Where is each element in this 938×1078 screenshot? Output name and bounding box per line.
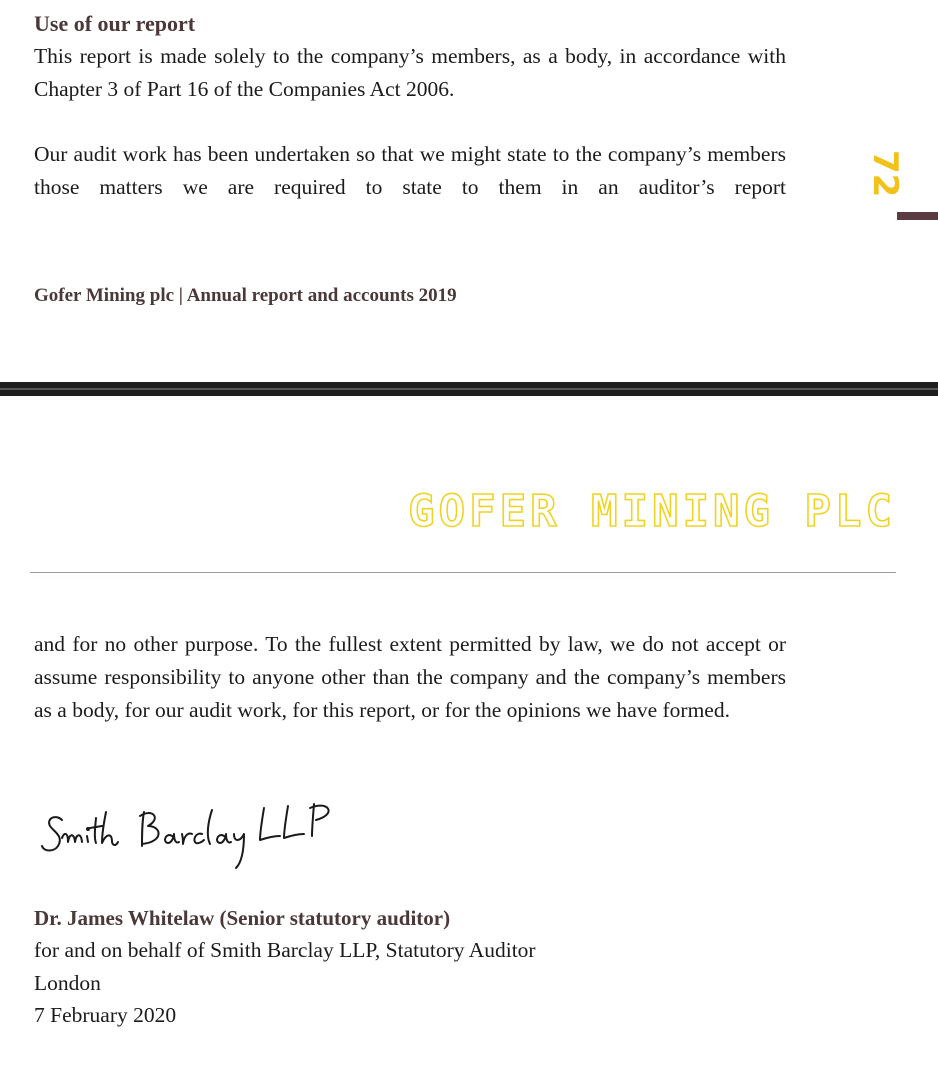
footer-company: Gofer Mining plc bbox=[34, 285, 175, 306]
report-page-lower bbox=[0, 396, 938, 1078]
page-break-divider bbox=[0, 382, 938, 396]
section-heading: Use of our report bbox=[34, 11, 196, 36]
page-number-bar bbox=[897, 212, 938, 220]
paragraph-members: This report is made solely to the company’s members, as a body, in accordance with Chapter 3 of Part 16 of the Companies Act 2006. bbox=[34, 44, 786, 101]
signatory-name: Dr. James Whitelaw (Senior statutory auditor) bbox=[34, 906, 451, 930]
page-number: 72 bbox=[865, 150, 905, 198]
page-footer bbox=[34, 284, 457, 308]
paragraph-audit-work: Our audit work has been undertaken so that we might state to the company’s members those matters we are required to state to them in an auditor’s report bbox=[34, 142, 786, 199]
footer-publication: Annual report and accounts 2019 bbox=[186, 285, 457, 306]
header-rule bbox=[30, 572, 896, 573]
signing-date: 7 February 2020 bbox=[34, 1003, 177, 1027]
footer-separator: | bbox=[178, 285, 183, 306]
handwritten-signature bbox=[38, 798, 348, 878]
paragraph-purpose: and for no other purpose. To the fullest extent permitted by law, we do not accept or assume responsibility to anyone other than the company and the company’s members as a body, for our audit work, for this report, or for the opinions we have formed. bbox=[34, 632, 786, 722]
signing-location: London bbox=[34, 971, 101, 995]
report-page-upper bbox=[0, 0, 938, 382]
signatory-role: for and on behalf of Smith Barclay LLP, Statutory Auditor bbox=[34, 938, 536, 962]
brand-title: GOFER MINING PLC bbox=[408, 486, 896, 537]
